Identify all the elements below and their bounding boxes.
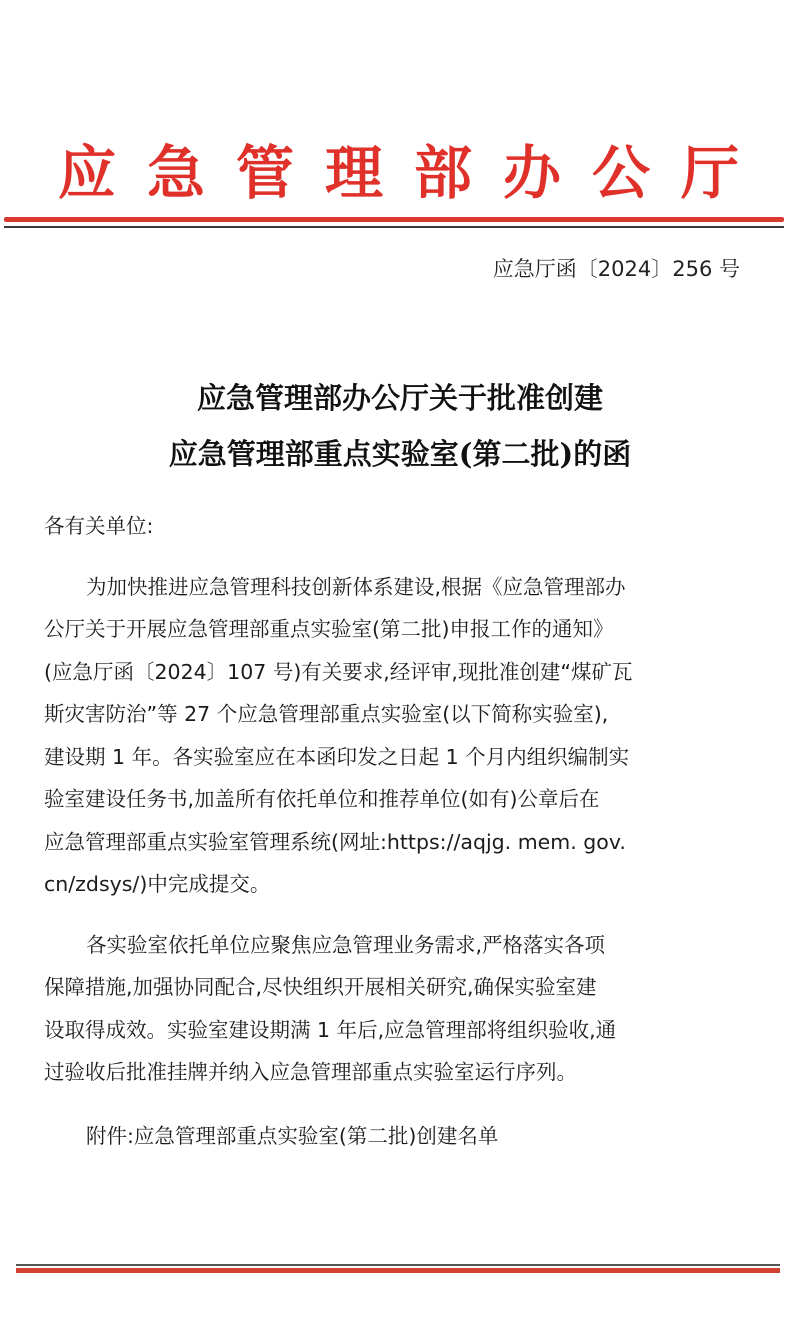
footer-red-rule	[16, 1268, 780, 1273]
attachment-note: 附件:应急管理部重点实验室(第二批)创建名单	[86, 1123, 499, 1148]
masthead-title: 应急管理部办公厅	[57, 139, 770, 207]
paragraph-1-line: (应急厅函〔2024〕107 号)有关要求,经评审,现批准创建“煤矿瓦	[44, 659, 633, 684]
paragraph-2	[44, 924, 754, 1094]
paragraph-1	[44, 566, 754, 906]
masthead	[0, 138, 800, 208]
paragraph-2-line: 保障措施,加强协同配合,尽快组织开展相关研究,确保实验室建	[44, 975, 597, 999]
document-title-line-2: 应急管理部重点实验室(第二批)的函	[168, 437, 632, 471]
paragraph-1-line: 斯灾害防治”等 27 个应急管理部重点实验室(以下简称实验室),	[44, 702, 609, 726]
paragraph-1-line: 公厅关于开展应急管理部重点实验室(第二批)申报工作的通知》	[44, 617, 614, 641]
footer-dark-rule	[16, 1264, 780, 1266]
document-title-line-1: 应急管理部办公厅关于批准创建	[196, 381, 603, 415]
paragraph-2-line: 设取得成效。实验室建设期满 1 年后,应急管理部将组织验收,通	[44, 1017, 617, 1042]
paragraph-1-line: 应急管理部重点实验室管理系统(网址:https://aqjg. mem. gov.	[44, 829, 626, 854]
document-body	[44, 505, 754, 1157]
paragraph-1-line: cn/zdsys/)中完成提交。	[44, 872, 271, 896]
paragraph-2-line: 过验收后批准挂牌并纳入应急管理部重点实验室运行序列。	[44, 1060, 577, 1084]
paragraph-1-line: 建设期 1 年。各实验室应在本函印发之日起 1 个月内组织编制实	[44, 744, 630, 769]
salutation: 各有关单位:	[44, 514, 154, 538]
document-number: 应急厅函〔2024〕256 号	[492, 257, 740, 281]
paragraph-1-line: 验室建设任务书,加盖所有依托单位和推荐单位(如有)公章后在	[44, 787, 600, 811]
paragraph-2-line: 各实验室依托单位应聚焦应急管理业务需求,严格落实各项	[86, 932, 606, 957]
document-title	[0, 370, 800, 482]
masthead-red-rule	[4, 217, 784, 222]
paragraph-1-line: 为加快推进应急管理科技创新体系建设,根据《应急管理部办	[86, 574, 626, 599]
masthead-dark-rule	[4, 226, 784, 228]
